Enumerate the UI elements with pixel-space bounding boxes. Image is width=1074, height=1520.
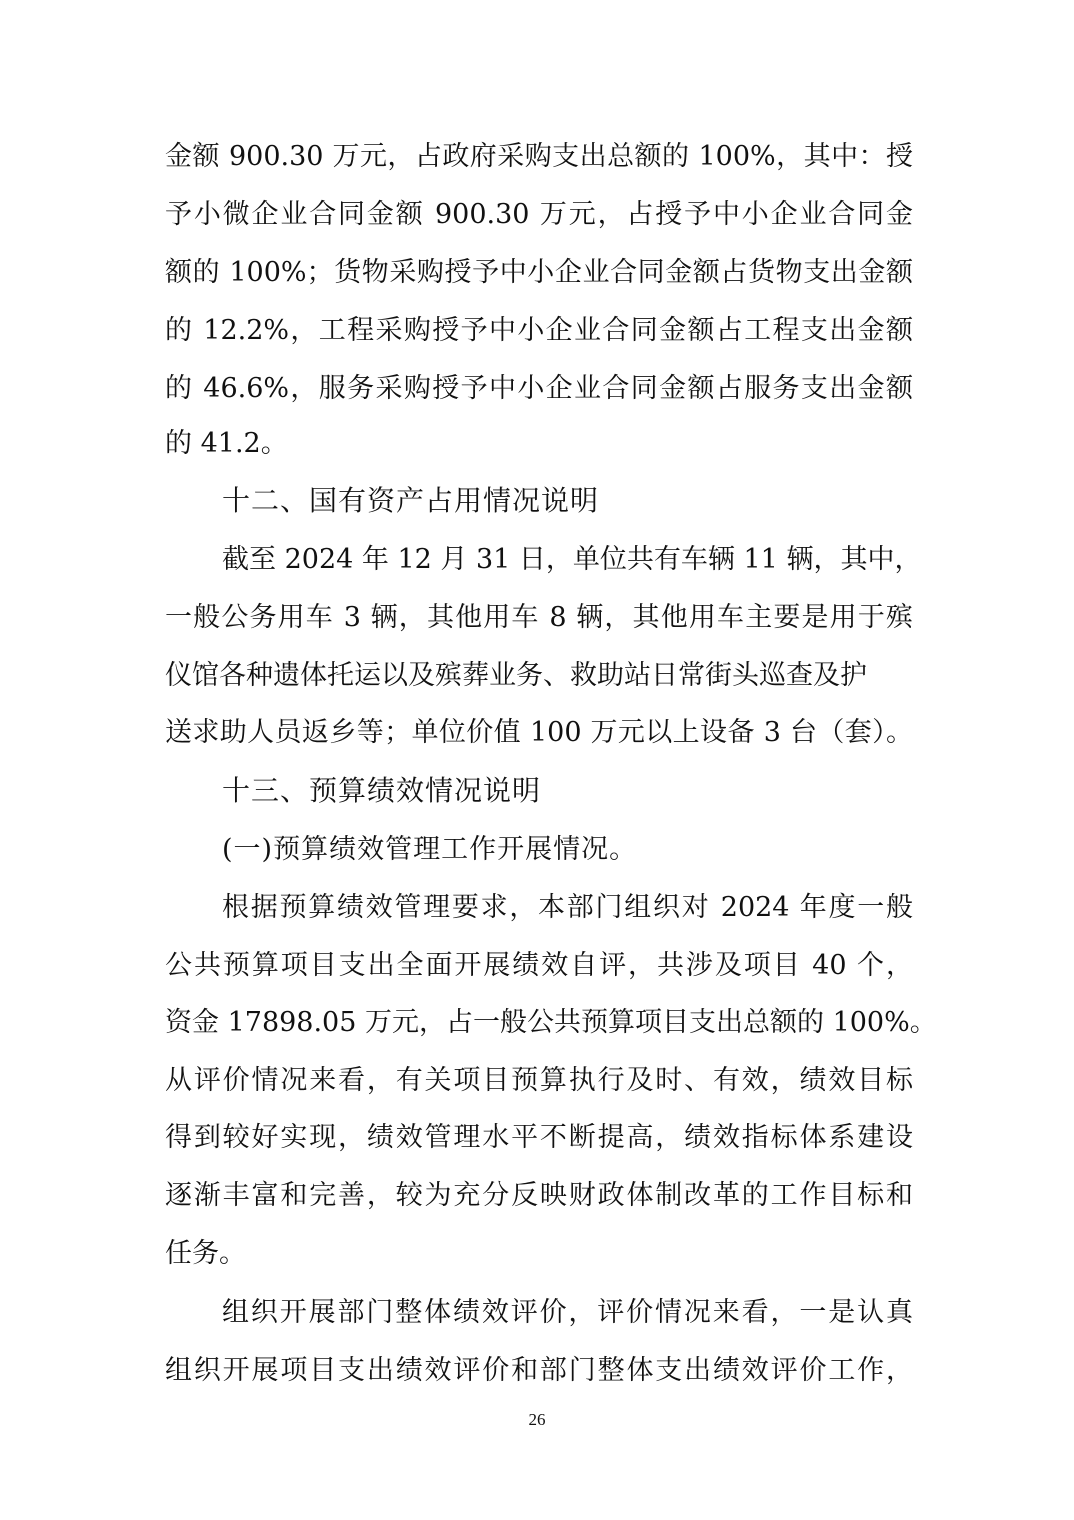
section-12-line-4: 送求助人员返乡等；单位价值 100 万元以上设备 3 台（套）。	[165, 717, 913, 748]
section-12-line-1: 截至 2024 年 12 月 31 日，单位共有车辆 11 辆，其中，	[222, 544, 922, 575]
section-13-para-a-line-2: 公共预算项目支出全面开展绩效自评，共涉及项目 40 个，	[165, 950, 913, 981]
paragraph-1-line-1: 金额 900.30 万元，占政府采购支出总额的 100%，其中：授	[165, 141, 913, 172]
section-12-heading: 十二、国有资产占用情况说明	[222, 484, 600, 517]
section-13-heading: 十三、预算绩效情况说明	[222, 774, 542, 807]
section-13-subheading: (一)预算绩效管理工作开展情况。	[222, 834, 638, 865]
paragraph-1-line-4: 的 12.2%，工程采购授予中小企业合同金额占工程支出金额	[165, 315, 913, 346]
section-13-para-a-line-7: 任务。	[165, 1238, 246, 1269]
section-13-para-a-line-5: 得到较好实现，绩效管理水平不断提高，绩效指标体系建设	[165, 1122, 913, 1153]
section-12-line-2: 一般公务用车 3 辆，其他用车 8 辆，其他用车主要是用于殡	[165, 602, 913, 633]
page-number: 26	[528, 1410, 546, 1429]
section-13-para-b-line-1: 组织开展部门整体绩效评价，评价情况来看，一是认真	[222, 1297, 913, 1328]
section-13-para-a-line-1: 根据预算绩效管理要求，本部门组织对 2024 年度一般	[222, 892, 913, 923]
paragraph-1-line-6: 的 41.2。	[165, 428, 288, 459]
section-12-line-3: 仪馆各种遗体托运以及殡葬业务、救助站日常街头巡查及护	[165, 660, 867, 691]
section-13-para-b-line-2: 组织开展项目支出绩效评价和部门整体支出绩效评价工作，	[165, 1355, 913, 1386]
paragraph-1-line-2: 予小微企业合同金额 900.30 万元，占授予中小企业合同金	[165, 199, 913, 230]
section-13-para-a-line-4: 从评价情况来看，有关项目预算执行及时、有效，绩效目标	[165, 1065, 913, 1096]
section-13-para-a-line-6: 逐渐丰富和完善，较为充分反映财政体制改革的工作目标和	[165, 1180, 913, 1211]
section-13-para-a-line-3: 资金 17898.05 万元，占一般公共预算项目支出总额的 100%。	[165, 1007, 937, 1038]
paragraph-1-line-3: 额的 100%；货物采购授予中小企业合同金额占货物支出金额	[165, 257, 913, 288]
paragraph-1-line-5: 的 46.6%，服务采购授予中小企业合同金额占服务支出金额	[165, 373, 913, 404]
